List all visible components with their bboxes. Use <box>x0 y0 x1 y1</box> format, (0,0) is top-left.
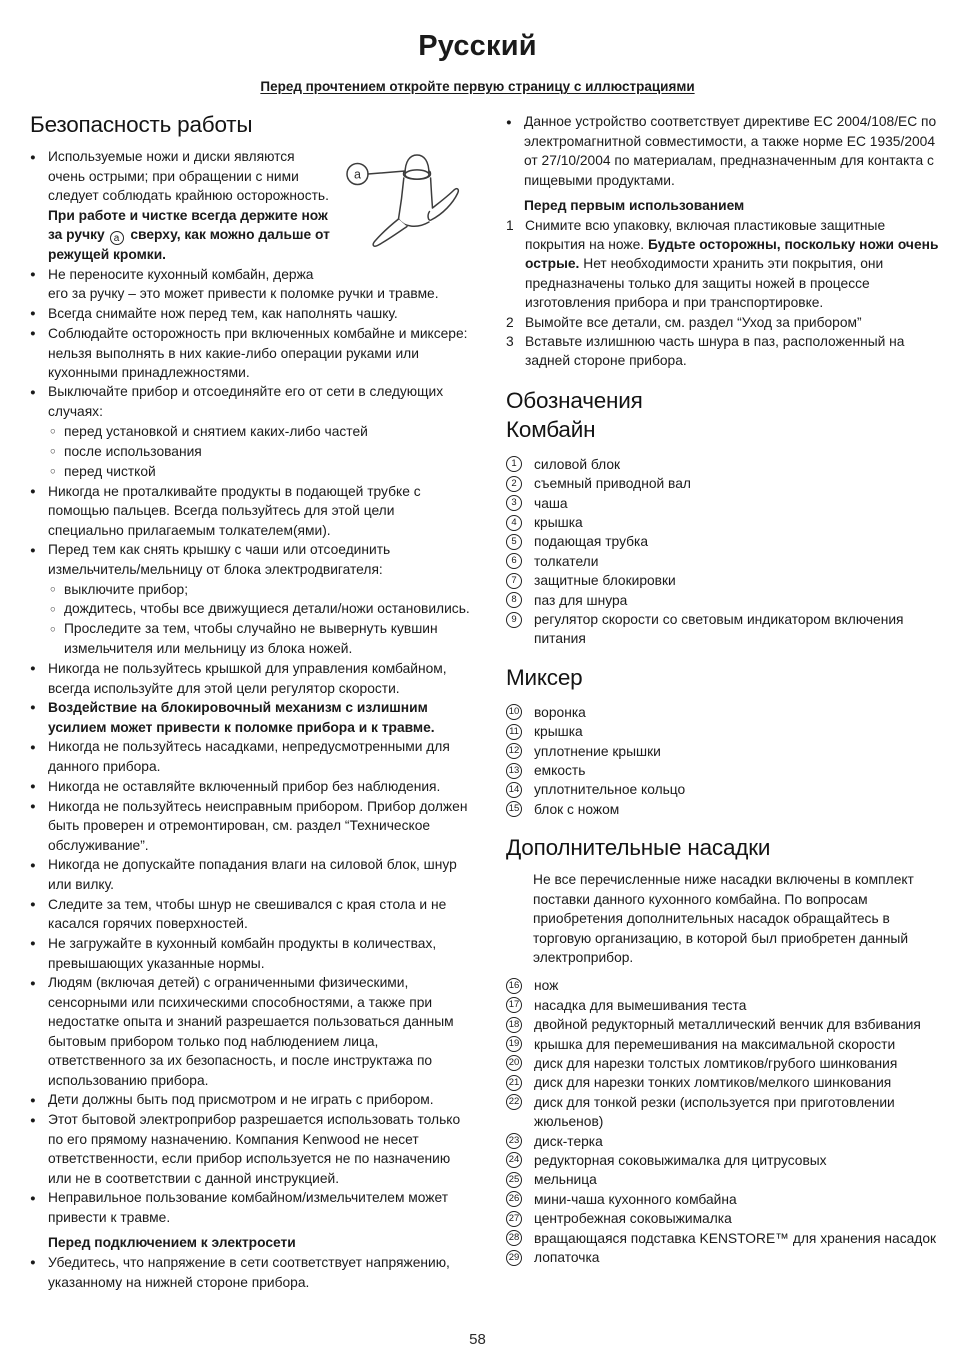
legend-label: блок с ножом <box>534 801 620 817</box>
bullet-icon: ● <box>506 116 512 128</box>
list-item <box>30 442 473 462</box>
list-item <box>30 737 473 776</box>
attachments-intro: Не все перечисленные ниже насадки включены в комплект поставки данного кухонного комбайна. По вопросам приобретения дополнительных насадок обращайтесь в торговую организацию, в которой был приобретен данный электроприбор. <box>533 872 914 965</box>
circled-number: 6 <box>506 553 522 569</box>
left-column <box>30 112 473 1292</box>
mixer-legend-list <box>506 703 940 819</box>
bullet-icon: ● <box>30 977 36 989</box>
legend-item <box>506 976 940 995</box>
bullet-icon: ● <box>30 781 36 793</box>
list-item <box>30 1110 473 1188</box>
legend-item <box>506 800 940 819</box>
list-item <box>30 1090 473 1110</box>
text-segment: Не переносите кухонный комбайн, держа его за ручку – это может привести к поломке ручки и травме. <box>48 266 439 302</box>
legend-item <box>506 1248 940 1267</box>
circled-number: 10 <box>506 704 522 720</box>
list-subheading <box>506 196 940 215</box>
circled-number: 2 <box>506 476 522 492</box>
circled-number: 23 <box>506 1133 522 1149</box>
list-item <box>30 855 473 894</box>
text-segment: При работе и чистке всегда держите нож за ручку <box>48 207 328 243</box>
legend-label: мельница <box>534 1172 597 1188</box>
bullet-icon: ● <box>30 1114 36 1126</box>
legend-label: крышка <box>534 515 583 530</box>
label-a-letter: a <box>354 167 361 182</box>
bullet-icon: ● <box>30 899 36 911</box>
legend-item <box>506 1093 940 1132</box>
bullet-icon: ● <box>30 486 36 497</box>
legend-label: емкость <box>534 763 586 779</box>
circled-number: 12 <box>506 743 522 759</box>
text-segment: Выключайте прибор и отсоединяйте его от сети в следующих случаях: <box>48 384 444 420</box>
safety-list <box>30 147 473 1292</box>
circled-number: 16 <box>506 978 522 994</box>
legend-item <box>506 1229 940 1248</box>
list-item <box>30 265 473 304</box>
sub-bullet-icon: ○ <box>50 466 56 478</box>
list-item <box>30 422 473 442</box>
circled-number: 5 <box>506 534 522 550</box>
legend-label: толкатели <box>534 553 599 569</box>
legend-item <box>506 1015 940 1034</box>
legend-label: крышка для перемешивания на максимальной скорости <box>534 1036 896 1052</box>
circled-number: 15 <box>506 801 522 817</box>
text-segment: Не загружайте в кухонный комбайн продукты в количествах, превышающих указанные нормы. <box>48 935 437 971</box>
legend-item <box>506 742 940 761</box>
list-item <box>30 973 473 1090</box>
legend-item <box>506 552 940 571</box>
text-segment: перед чисткой <box>64 463 156 479</box>
knife-blade-figure <box>341 147 473 265</box>
legend-label: воронка <box>534 704 586 720</box>
legend-item <box>506 703 940 722</box>
page-subtitle: Перед прочтением откройте первую страницу с иллюстрациями <box>260 79 695 94</box>
circled-number: 3 <box>506 495 522 511</box>
circled-number: 4 <box>506 515 522 531</box>
legend-label: центробежная соковыжималка <box>534 1211 732 1227</box>
text-segment: Проследите за тем, чтобы случайно не вывернуть кувшин измельчителя или мельницу из блока ножей. <box>64 621 438 657</box>
attachments-heading: Дополнительные насадки <box>506 835 771 861</box>
list-item <box>30 382 473 421</box>
safety-heading: Безопасность работы <box>30 112 253 137</box>
legend-item <box>506 761 940 780</box>
legend-label: паз для шнура <box>534 592 628 608</box>
legend-label: вращающаяся подставка KENSTORE™ для хранения насадок <box>534 1230 937 1246</box>
legend-label: уплотнение крышки <box>534 743 661 759</box>
list-item <box>30 797 473 856</box>
legend-item <box>506 1132 940 1151</box>
list-item <box>30 777 473 797</box>
list-item <box>506 112 940 190</box>
text-segment: Никогда не допускайте попадания влаги на силовой блок, шнур или вилку. <box>48 857 457 893</box>
legend-label: мини-чаша кухонного комбайна <box>534 1191 737 1207</box>
text-segment: Соблюдайте осторожность при включенных комбайне и миксере: нельзя выполнять в них какие-либо операции руками или кухонными принадлежностями. <box>48 325 468 381</box>
list-item <box>30 934 473 973</box>
text-segment: Никогда не пользуйтесь насадками, непредусмотренными для данного прибора. <box>48 739 450 775</box>
legend-label: защитные блокировки <box>534 573 676 589</box>
mixer-heading: Миксер <box>506 664 583 690</box>
list-item <box>30 599 473 619</box>
list-item <box>506 313 940 332</box>
page-title: Русский <box>418 30 537 62</box>
text-segment: выключите прибор; <box>64 581 189 597</box>
text-segment: Дети должны быть под присмотром и не играть с прибором. <box>48 1092 434 1108</box>
item-number: 3 <box>506 333 514 349</box>
text-segment: Людям (включая детей) с ограниченными физическими, сенсорными или психическими способностями, а также при недостатке опыта и знаний разрешается пользоваться данным бытовым прибором только под наблюдением лица, ответственного за их безопасность, и после инструктажа по использованию прибора. <box>48 975 454 1088</box>
legend-label: уплотнительное кольцо <box>534 782 686 798</box>
sub-bullet-icon: ○ <box>50 584 56 596</box>
circled-number: 7 <box>506 573 522 589</box>
bullet-icon: ● <box>30 308 36 320</box>
legend-item <box>506 474 940 493</box>
bullet-icon: ● <box>30 151 36 163</box>
circled-number: 29 <box>506 1250 522 1266</box>
legend-label: диск для тонкой резки (используется при приготовлении жюльенов) <box>534 1094 895 1130</box>
bullet-icon: ● <box>30 269 36 281</box>
circled-number: 18 <box>506 1017 522 1033</box>
legend-label: двойной редукторный металлический венчик для взбивания <box>534 1017 921 1033</box>
bullet-icon: ● <box>30 702 36 714</box>
text-segment: Данное устройство соответствует директиве ЕС 2004/108/EC по электромагнитной совместимости, а также норме ЕС 1935/2004 от 27/10/2004 по материалам, предназначенным для контакта с пищевыми продуктами. <box>524 114 937 188</box>
processor-legend-list <box>506 455 940 649</box>
bullet-icon: ● <box>30 386 36 398</box>
circled-number: 20 <box>506 1055 522 1071</box>
text-segment: Вымойте все детали, см. раздел “Уход за прибором” <box>525 314 862 330</box>
bullet-icon: ● <box>30 741 36 753</box>
legend-item <box>506 722 940 741</box>
legend-label: лопаточка <box>534 1250 600 1265</box>
circled-number: 25 <box>506 1172 522 1188</box>
text-segment: Перед подключением к электросети <box>48 1235 296 1251</box>
text-segment: перед установкой и снятием каких-либо частей <box>64 423 368 439</box>
text-segment: Убедитесь, что напряжение в сети соответствует напряжению, указанному на нижней стороне прибора. <box>48 1254 450 1290</box>
text-segment: после использования <box>64 443 202 459</box>
text-segment: Нет необходимости хранить эти покрытия, они предназначены только для защиты ножей в процессе изготовления прибора и при транспортировке. <box>525 256 884 311</box>
text-segment: Вставьте излишнюю часть шнура в паз, расположенный на задней стороне прибора. <box>525 333 905 369</box>
text-segment: Будьте осторожны, поскольку ножи очень острые. <box>525 236 939 272</box>
text-segment: Воздействие на блокировочный механизм с излишним усилием может привести к поломке прибора и к травме. <box>48 699 435 735</box>
list-item <box>30 895 473 934</box>
compliance-list <box>506 112 940 371</box>
legend-label: силовой блок <box>534 456 621 472</box>
list-item <box>506 216 940 313</box>
sub-bullet-icon: ○ <box>50 426 56 438</box>
legend-item <box>506 996 940 1015</box>
text-segment: дождитесь, чтобы все движущиеся детали/ножи остановились. <box>64 601 470 617</box>
list-item <box>30 619 473 658</box>
circled-number: 19 <box>506 1036 522 1052</box>
legend-item <box>506 780 940 799</box>
blade-illustration <box>341 147 473 265</box>
text-segment: Никогда не оставляйте включенный прибор без наблюдения. <box>48 778 441 794</box>
legend-item <box>506 494 940 513</box>
legend-label: съемный приводной вал <box>534 476 691 492</box>
leader-line <box>368 171 405 174</box>
text-segment: Перед тем как снять крышку с чаши или отсоединить измельчитель/мельницу от блока электродвигателя: <box>48 542 391 578</box>
text-segment: Неправильное пользование комбайном/измельчителем может привести к травме. <box>48 1190 449 1226</box>
bullet-icon: ● <box>30 859 36 871</box>
legend-item <box>506 455 940 474</box>
legend-item <box>506 610 940 649</box>
circled-number: 27 <box>506 1211 522 1227</box>
legend-label: диск-терка <box>534 1133 603 1149</box>
circled-number: 24 <box>506 1152 522 1168</box>
list-item <box>30 659 473 698</box>
text-segment: Снимите всю упаковку, включая пластиковые защитные покрытия на ноже. <box>525 217 886 252</box>
circled-number: 17 <box>506 997 522 1013</box>
list-item <box>30 580 473 600</box>
list-subheading <box>30 1233 473 1252</box>
text-segment: Следите за тем, чтобы шнур не свешивался с края стола и не касался горячих поверхностей. <box>48 896 447 932</box>
legend-label: редукторная соковыжималка для цитрусовых <box>534 1152 827 1168</box>
item-number: 1 <box>506 217 514 233</box>
legend-label: крышка <box>534 724 583 740</box>
bullet-icon: ● <box>30 801 36 812</box>
bullet-icon: ● <box>30 544 36 556</box>
sub-bullet-icon: ○ <box>50 603 56 615</box>
legend-label: подающая трубка <box>534 534 649 550</box>
bullet-icon: ● <box>30 1192 36 1204</box>
circled-number: 1 <box>506 456 522 472</box>
text-segment: Никогда не пользуйтесь неисправным прибором. Прибор должен быть проверен и отремонтирован, см. раздел “Техническое обслуживание”. <box>48 798 468 853</box>
text-segment: сверху, как можно дальше от режущей кромки. <box>48 227 330 263</box>
circled-number: 14 <box>506 782 522 798</box>
bullet-icon: ● <box>30 1094 36 1106</box>
legend-item <box>506 1151 940 1170</box>
bullet-icon: ● <box>30 938 36 950</box>
text-segment: Этот бытовой электроприбор разрешается использовать только по его прямому назначению. Компания Kenwood не несет ответственности, если прибор используется не по назначению или не в соответствии с данной инструкцией. <box>48 1112 461 1186</box>
legend-label: диск для нарезки тонких ломтиков/мелкого шинкования <box>534 1075 892 1091</box>
list-item <box>30 1253 473 1292</box>
legend-item <box>506 1035 940 1054</box>
legend-item <box>506 513 940 532</box>
two-column-layout <box>30 112 940 1292</box>
list-item <box>506 332 940 371</box>
list-item <box>30 462 473 482</box>
right-column <box>506 112 940 1292</box>
bullet-icon: ● <box>30 1257 36 1269</box>
legend-heading: Обозначения <box>506 387 643 413</box>
text-segment: Никогда не пользуйтесь крышкой для управления комбайном, всегда используйте для этой цели регулятор скорости. <box>48 660 447 696</box>
legend-item <box>506 1054 940 1073</box>
legend-item <box>506 1209 940 1228</box>
list-item <box>30 482 473 541</box>
legend-item <box>506 1073 940 1092</box>
text-segment: Всегда снимайте нож перед тем, как наполнять чашку. <box>48 305 398 321</box>
text-segment: Используемые ножи и диски являются очень острыми; при обращении с ними следует соблюдать крайнюю осторожность. <box>48 149 329 204</box>
circled-number: 21 <box>506 1075 522 1091</box>
legend-label: диск для нарезки толстых ломтиков/грубого шинкования <box>534 1055 898 1071</box>
list-item <box>30 304 473 324</box>
circled-number: 13 <box>506 763 522 779</box>
list-item <box>30 1188 473 1227</box>
text-segment: Никогда не проталкивайте продукты в подающей трубке с помощью пальцев. Всегда пользуйтесь для этой цели специально прилагаемым толкателем(ями). <box>48 483 421 538</box>
bullet-icon: ● <box>30 663 36 675</box>
legend-item <box>506 1190 940 1209</box>
legend-label: чаша <box>534 495 568 511</box>
list-item <box>30 540 473 579</box>
page-number: 58 <box>469 1331 486 1348</box>
legend-label: регулятор скорости со световым индикатором включения питания <box>534 612 904 647</box>
legend-item <box>506 591 940 610</box>
circled-letter: a <box>110 231 124 245</box>
list-item <box>30 324 473 383</box>
circled-number: 8 <box>506 592 522 608</box>
circled-number: 26 <box>506 1191 522 1207</box>
sub-bullet-icon: ○ <box>50 446 56 458</box>
text-segment: Перед первым использованием <box>524 198 745 214</box>
legend-item <box>506 571 940 590</box>
item-number: 2 <box>506 314 514 330</box>
circled-number: 11 <box>506 724 522 740</box>
circled-number: 22 <box>506 1094 522 1110</box>
circled-number: 28 <box>506 1230 522 1246</box>
processor-heading: Комбайн <box>506 416 596 442</box>
list-item <box>30 698 473 737</box>
legend-label: насадка для вымешивания теста <box>534 997 747 1013</box>
bullet-icon: ● <box>30 328 36 340</box>
legend-item <box>506 532 940 551</box>
legend-item <box>506 1170 940 1189</box>
sub-bullet-icon: ○ <box>50 623 56 635</box>
circled-number: 9 <box>506 612 522 628</box>
attachments-legend-list <box>506 976 940 1267</box>
legend-label: нож <box>534 978 559 994</box>
